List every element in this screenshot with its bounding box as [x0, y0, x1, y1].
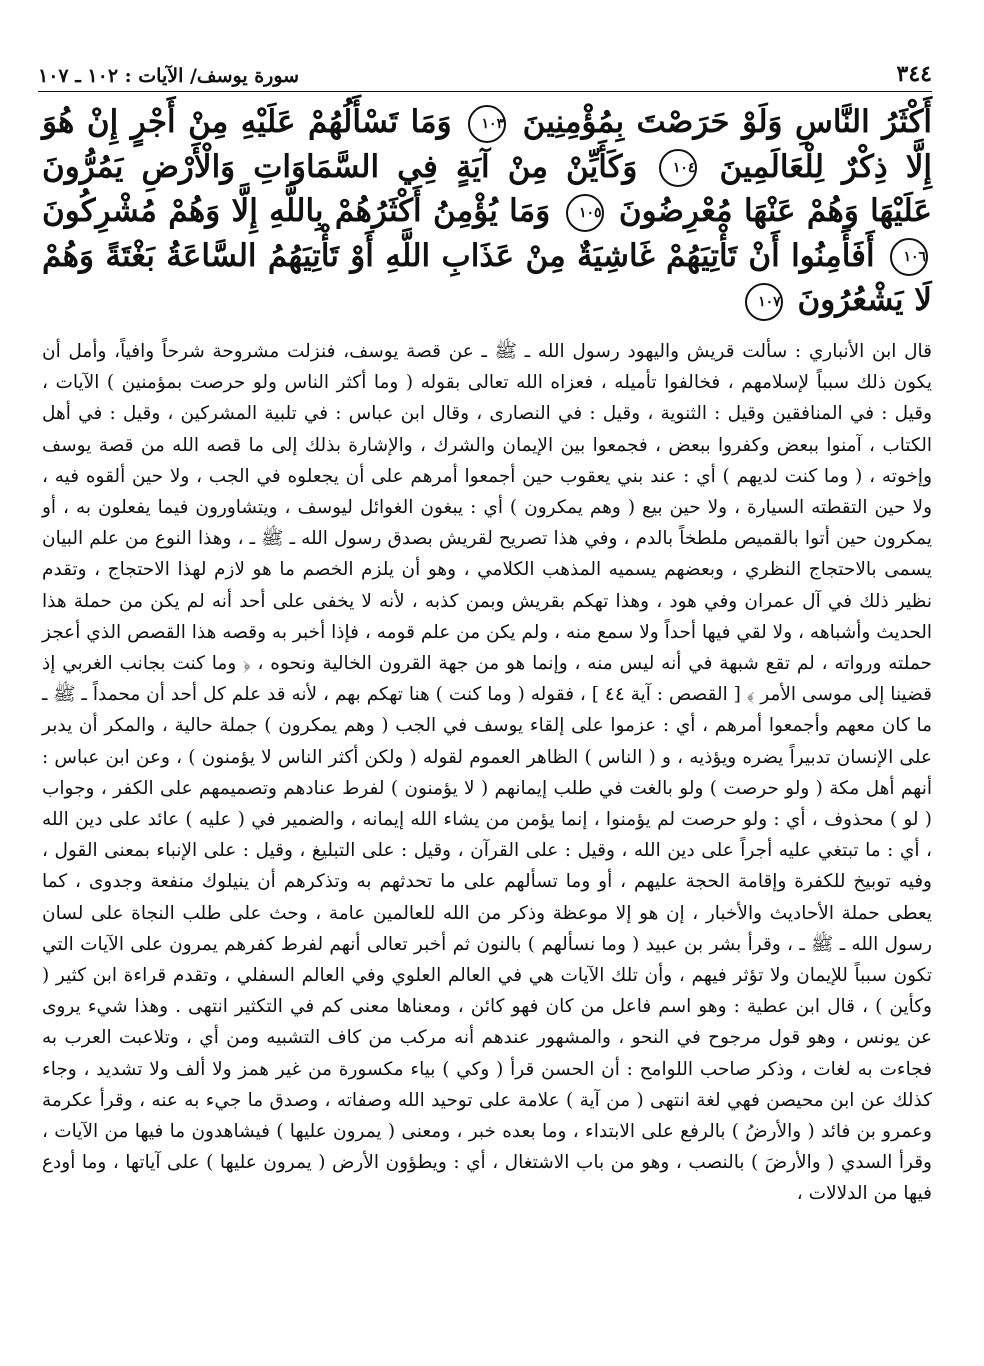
verse-text: وَمَا تَسْأَلُهُمْ عَلَيْهِ مِنْ أَجْرٍ إِنْ هُوَ إِلَّا ذِكْرٌ لِلْعَالَمِينَ	[42, 104, 933, 185]
verse-number-marker: ١٠٥	[566, 194, 604, 232]
running-title: سورة يوسف/ الآيات : ١٠٢ ـ ١٠٧	[38, 65, 300, 87]
page-header	[38, 62, 932, 92]
verse-text: وَمَا يُؤْمِنُ أَكْثَرُهُمْ بِاللَّهِ إِلَّا وَهُمْ مُشْرِكُونَ	[42, 193, 551, 229]
verse-text: أَكْثَرُ النَّاسِ وَلَوْ حَرَصْتَ بِمُؤْمِنِينَ	[522, 104, 933, 140]
quran-verses	[42, 100, 932, 323]
verse-text: وَكَأَيِّنْ مِنْ آيَةٍ فِي السَّمَاوَاتِ وَالْأَرْضِ يَمُرُّونَ عَلَيْهَا وَهُمْ عَنْهَا مُعْرِضُونَ	[42, 148, 932, 229]
verse-text: أَفَأَمِنُوا أَنْ تَأْتِيَهُمْ غَاشِيَةٌ مِنْ عَذَابِ اللَّهِ أَوْ تَأْتِيَهُمُ السَّاعَةُ بَغْتَةً وَهُمْ لَا يَشْعُرُونَ	[42, 237, 932, 318]
page-number: ٣٤٤	[896, 61, 932, 87]
verse-number-marker: ١٠٤	[659, 149, 697, 187]
commentary-section	[42, 336, 932, 1210]
commentary-paragraph: قال ابن الأنباري : سألت قريش واليهود رسول الله ـ ﷺ ـ عن قصة يوسف، فنزلت مشروحة شرحاً وافياً، وأمل أن يكون ذلك سبباً لإسلامهم ، فخالفوا تأميله ، فعزاه الله تعالى بقوله ( وما أكثر الناس ولو حرصت بمؤمنين ) الآيات ، وقيل : في المنافقين وقيل : الثنوية ، وقيل : في النصارى ، وقال ابن عباس : في تلبية المشركين ، وقيل : في أهل الكتاب ، آمنوا ببعض وكفروا ببعض ، فجمعوا بين الإيمان والشرك ، والإشارة بذلك إلى ما قصه الله من قصة يوسف وإخوته ، ( وما كنت لديهم ) أي : عند بني يعقوب حين أجمعوا أمرهم على أن يجعلوه في الجب ، ولا حين ألقوه فيه ، ولا حين التقطته السيارة ، ولا حين بيع ( وهم يمكرون ) أي : يبغون الغوائل ليوسف ، ويتشاورون فيما يفعلون به ، أو يمكرون حين أتوا بالقميص ملطخاً بالدم ، وفي هذا تصريح لقريش بصدق رسول الله ـ ﷺ ـ ، وهذا النوع من علم البيان يسمى بالاحتجاج النظري ، وبعضهم يسميه المذهب الكلامي ، وهو أن يلزم الخصم ما هو لازم لهذا الاحتجاج ، وتقدم نظير ذلك في آل عمران وفي هود ، وهذا تهكم بقريش وبمن كذبه ، لأنه لا يخفى على أحد أنه لم يكن من حملة هذا الحديث وأشباهه ، ولا لقي فيها أحداً ولا سمع منه ، ولم يكن من علم قومه ، فإذا أخبر به وقصه هذا القصص الذي أعجز حملته ورواته ، لم تقع شبهة في أنه ليس منه ، وإنما هو من جهة القرون الخالية ونحوه ، ﴿ وما كنت بجانب الغربي إذ قضينا إلى موسى الأمر ﴾ [ القصص : آية ٤٤ ] ، فقوله ( وما كنت ) هنا تهكم بهم ، لأنه قد علم كل أحد أن محمداً ـ ﷺ ـ ما كان معهم وأجمعوا أمرهم ، أي : عزموا على إلقاء يوسف في الجب ( وهم يمكرون ) جملة حالية ، والمكر أن يدبر على الإنسان تدبيراً يضره ويؤذيه ، و ( الناس ) الظاهر العموم لقوله ( ولكن أكثر الناس لا يؤمنون ) ، وعن ابن عباس : أنهم أهل مكة ( ولو حرصت ) ولو بالغت في طلب إيمانهم ( لا يؤمنون ) لفرط عنادهم وتصميمهم على الكفر ، وجواب ( لو ) محذوف ، أي : ولو حرصت لم يؤمنوا ، إنما يؤمن من يشاء الله إيمانه ، والضمير في ( عليه ) عائد على دين الله ، أي : ما تبتغي عليه أجراً على دين الله ، وقيل : على القرآن ، وقيل : على التبليغ ، وقيل : على الإنباء بمعنى القول ، وفيه توبيخ للكفرة وإقامة الحجة عليهم ، أو وما تسألهم على ما تحدثهم به وتذكرهم أن ينيلوك منفعة وجدوى ، كما يعطى حملة الأحاديث والأخبار ، إن هو إلا موعظة وذكر من الله للعالمين عامة ، وحث على طلب النجاة على لسان رسول الله ـ ﷺ ـ ، وقرأ بشر بن عبيد ( وما نسألهم ) بالنون ثم أخبر تعالى أنهم لفرط كفرهم يمرون على الآيات التي تكون سبباً للإيمان ولا تؤثر فيهم ، وأن تلك الآيات هي في العالم العلوي وفي العالم السفلي ، وتقدم قراءة ابن كثير ( وكأين ) ، قال ابن عطية : وهو اسم فاعل من كان فهو كائن ، ومعناها معنى كم في التكثير انتهى . وهذا شيء يروى عن يونس ، وهو قول مرجوح في النحو ، والمشهور عندهم أنه مركب من كاف التشبيه ومن أي ، وتلاعبت العرب به فجاءت به لغات ، وذكر صاحب اللوامح : أن الحسن قرأ ( وكي ) بياء مكسورة من غير همز ولا ألف ولا تشديد ، وجاء كذلك عن ابن محيصن فهي لغة انتهى ( من آية ) علامة على توحيد الله وصفاته ، وصدق ما جيء به عنه ، وقرأ عكرمة وعمرو بن فائد ( والأرضُ ) بالرفع على الابتداء ، وما بعده خبر ، ومعنى ( يمرون عليها ) فيشاهدون ما فيها من الآيات ، وقرأ السدي ( والأرضَ ) بالنصب ، وهو من باب الاشتغال ، أي : ويطؤون الأرض ( يمرون عليها ) على آياتها ، وما أودع فيها من الدلالات ،	[42, 341, 932, 1205]
verse-number-marker: ١٠٧	[745, 283, 783, 321]
verse-number-marker: ١٠٦	[890, 238, 928, 276]
verse-number-marker: ١٠٣	[468, 105, 506, 143]
